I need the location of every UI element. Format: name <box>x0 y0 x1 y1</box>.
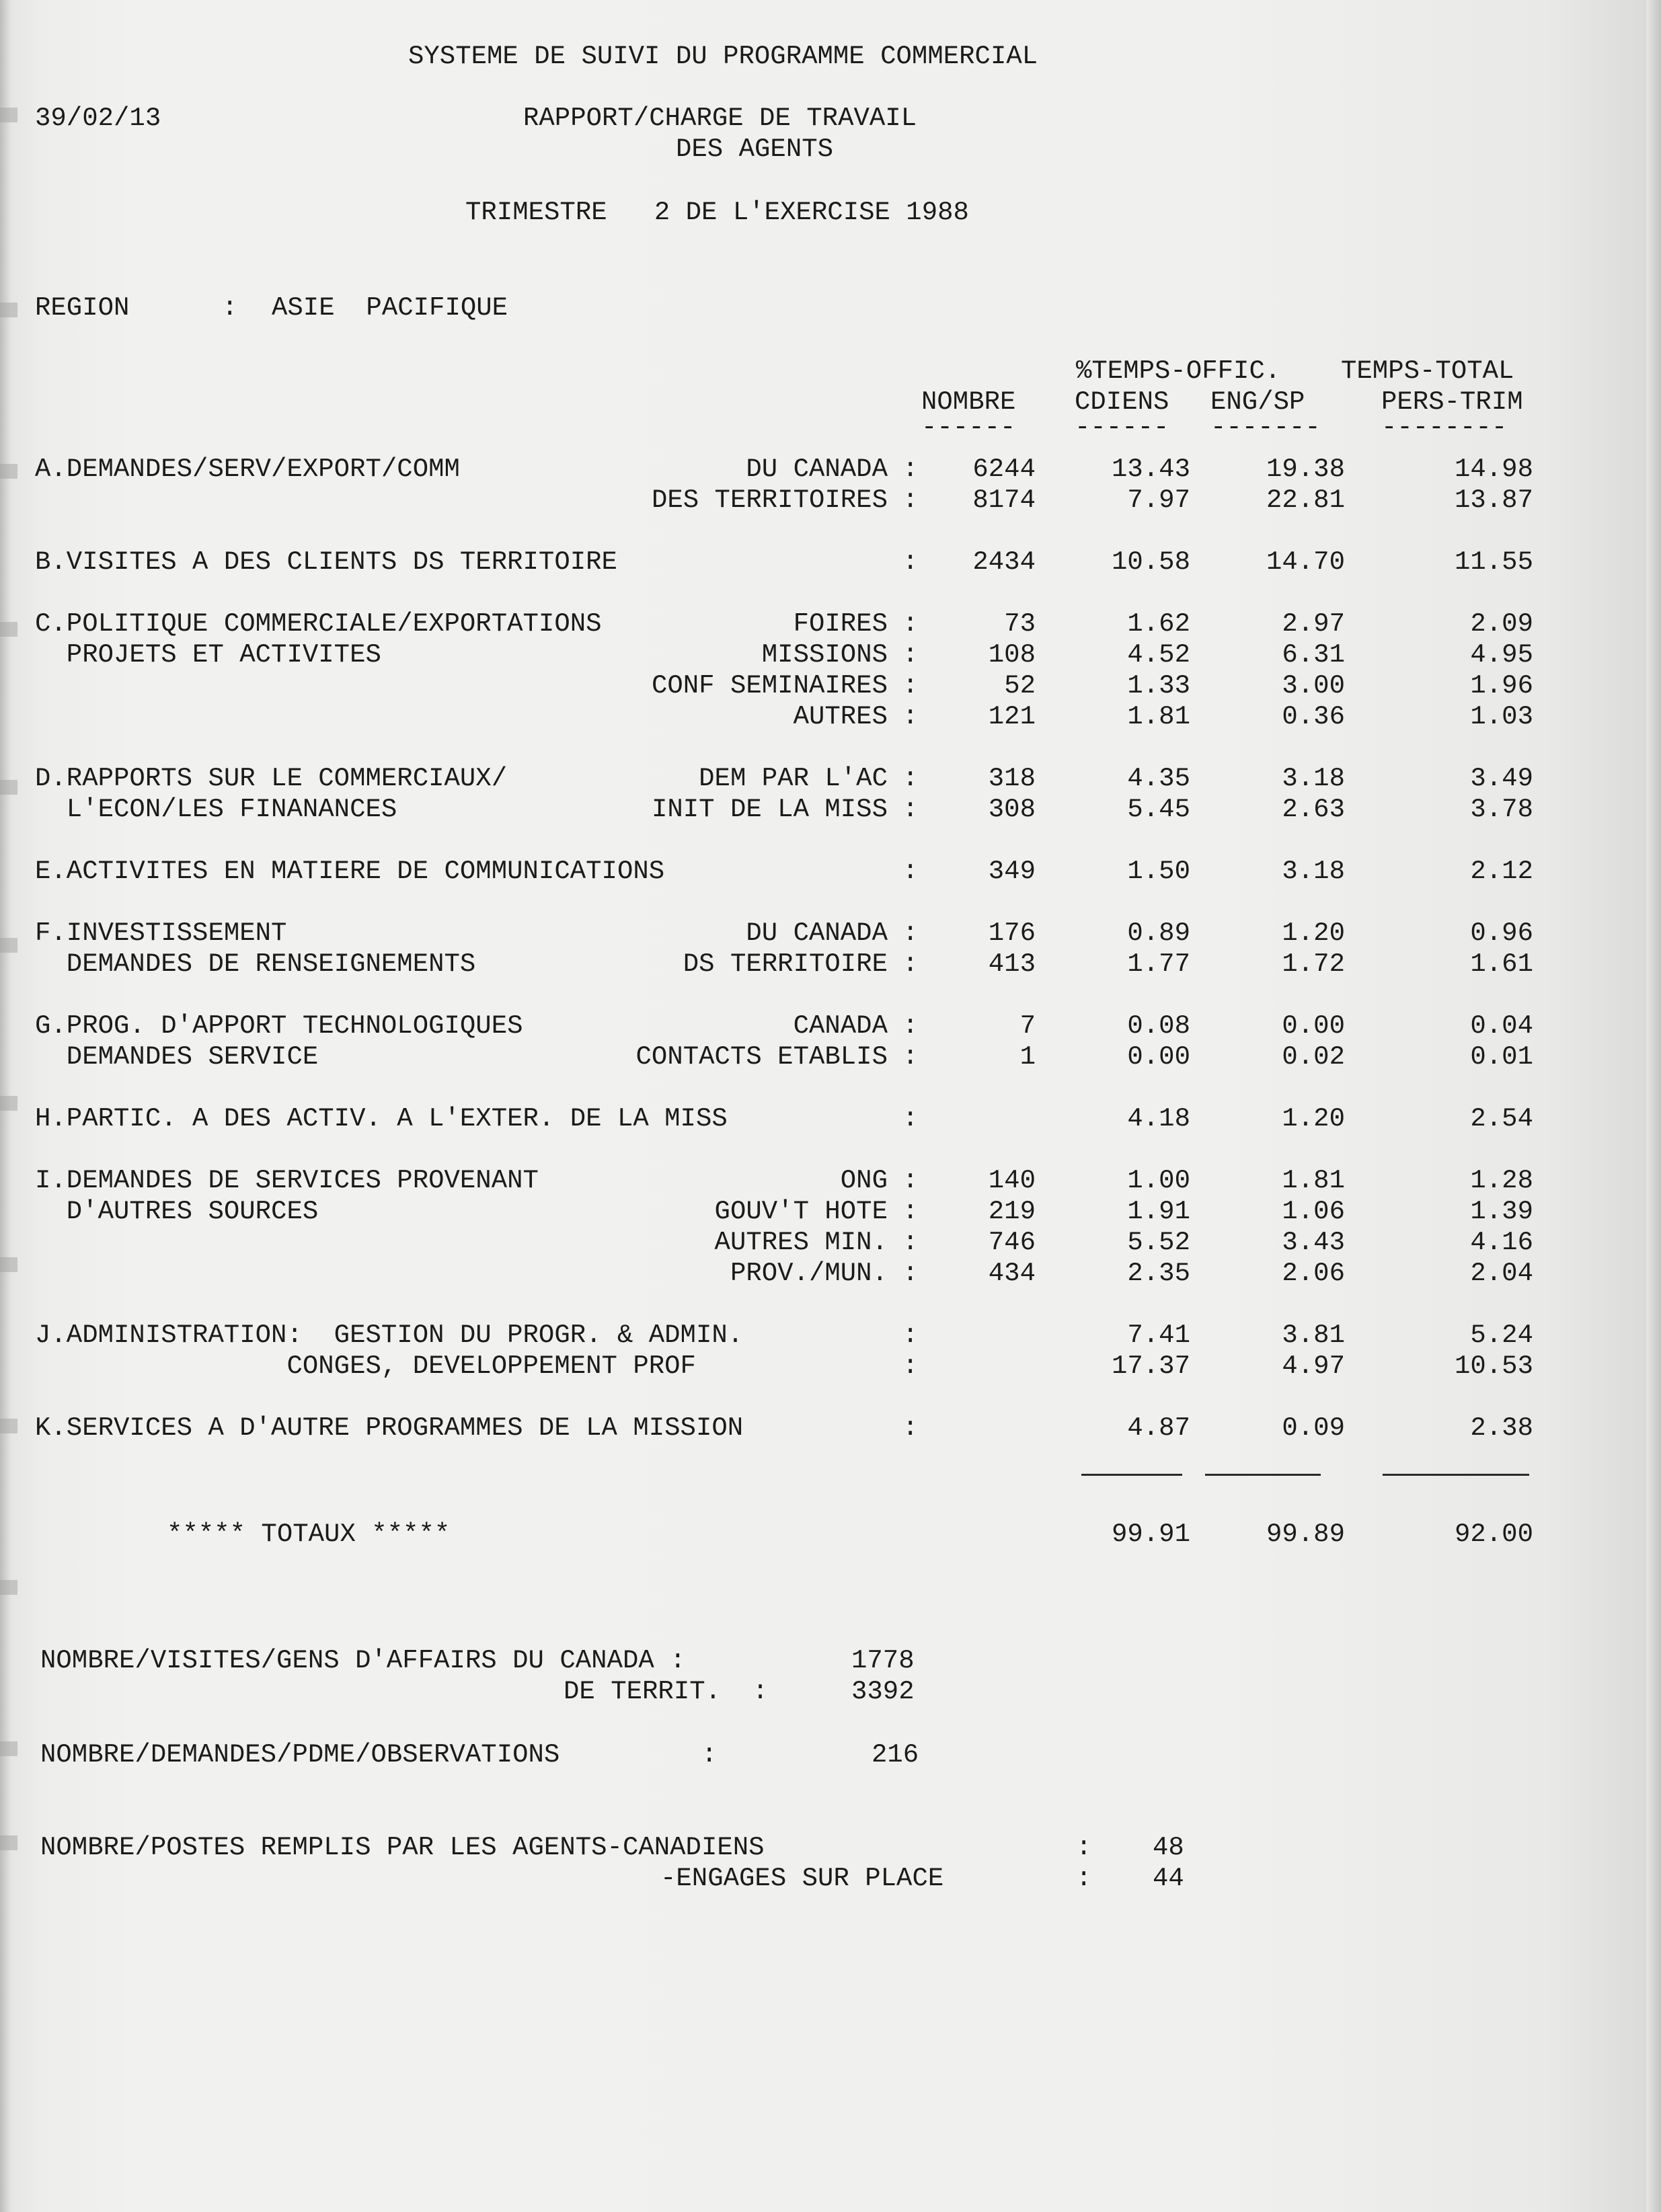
row-nombre: 308 <box>988 795 1036 824</box>
region-colon: : <box>222 293 238 323</box>
row-colon: : <box>902 671 919 701</box>
footer-visits-label: NOMBRE/VISITES/GENS D'AFFAIRS DU CANADA : <box>40 1646 686 1675</box>
row-colon: : <box>902 485 919 515</box>
row-colon: : <box>902 949 919 979</box>
row-subcategory: AUTRES <box>793 702 888 732</box>
column-header-nombre: NOMBRE <box>921 387 1016 417</box>
row-nombre: 746 <box>988 1228 1036 1257</box>
row-nombre: 176 <box>988 918 1036 948</box>
row-nombre: 7 <box>1019 1011 1036 1041</box>
row-category: J.ADMINISTRATION: GESTION DU PROGR. & ADMIN. <box>35 1320 744 1350</box>
row-engsp: 1.06 <box>1282 1197 1345 1226</box>
row-colon: : <box>902 1011 919 1041</box>
footer-postes-colon: : <box>1076 1833 1092 1862</box>
row-cdiens: 7.41 <box>1127 1320 1190 1350</box>
column-rule-perstrim: -------- <box>1381 413 1508 442</box>
footer-engages-value: 44 <box>1153 1864 1184 1893</box>
row-nombre: 413 <box>988 949 1036 979</box>
row-engsp: 1.81 <box>1282 1166 1345 1195</box>
margin-tick <box>0 1741 17 1756</box>
row-total: 4.95 <box>1470 640 1533 670</box>
row-engsp: 0.36 <box>1282 702 1345 732</box>
row-category: H.PARTIC. A DES ACTIV. A L'EXTER. DE LA MISS <box>35 1104 728 1134</box>
row-total: 0.01 <box>1470 1042 1533 1072</box>
column-group-temps-total: TEMPS-TOTAL <box>1341 356 1514 386</box>
row-engsp: 3.18 <box>1282 857 1345 886</box>
row-colon: : <box>902 609 919 639</box>
row-subcategory: DES TERRITOIRES <box>651 485 888 515</box>
row-engsp: 3.18 <box>1282 764 1345 793</box>
row-total: 0.04 <box>1470 1011 1533 1041</box>
row-engsp: 14.70 <box>1266 547 1345 577</box>
row-cdiens: 1.91 <box>1127 1197 1190 1226</box>
column-header-engsp: ENG/SP <box>1210 387 1305 417</box>
report-period: TRIMESTRE 2 DE L'EXERCISE 1988 <box>465 198 969 227</box>
footer-territ-label: DE TERRIT. : <box>564 1677 769 1706</box>
row-cdiens: 4.35 <box>1127 764 1190 793</box>
row-category: B.VISITES A DES CLIENTS DS TERRITOIRE <box>35 547 617 577</box>
row-total: 11.55 <box>1454 547 1533 577</box>
row-colon: : <box>902 1351 919 1381</box>
row-cdiens: 4.52 <box>1127 640 1190 670</box>
footer-engages-colon: : <box>1076 1864 1092 1893</box>
row-total: 3.49 <box>1470 764 1533 793</box>
row-engsp: 6.31 <box>1282 640 1345 670</box>
row-cdiens: 7.97 <box>1127 485 1190 515</box>
row-engsp: 4.97 <box>1282 1351 1345 1381</box>
row-nombre: 219 <box>988 1197 1036 1226</box>
row-colon: : <box>902 1320 919 1350</box>
row-engsp: 0.09 <box>1282 1413 1345 1443</box>
row-category: G.PROG. D'APPORT TECHNOLOGIQUES <box>35 1011 523 1041</box>
footer-postes-value: 48 <box>1153 1833 1184 1862</box>
row-total: 2.09 <box>1470 609 1533 639</box>
row-colon: : <box>902 857 919 886</box>
row-cdiens: 2.35 <box>1127 1259 1190 1288</box>
margin-tick <box>0 1419 17 1433</box>
margin-tick <box>0 303 17 317</box>
margin-tick <box>0 622 17 637</box>
margin-tick <box>0 1580 17 1595</box>
column-rule-engsp: ------- <box>1210 413 1321 442</box>
page-right-edge <box>1646 0 1661 2212</box>
row-subcategory: AUTRES MIN. <box>714 1228 888 1257</box>
row-cdiens: 4.18 <box>1127 1104 1190 1134</box>
row-total: 1.39 <box>1470 1197 1533 1226</box>
row-nombre: 349 <box>988 857 1036 886</box>
row-nombre: 318 <box>988 764 1036 793</box>
margin-tick <box>0 780 17 795</box>
row-colon: : <box>902 918 919 948</box>
row-cdiens: 1.00 <box>1127 1166 1190 1195</box>
row-nombre: 73 <box>1004 609 1036 639</box>
row-colon: : <box>902 1166 919 1195</box>
row-colon: : <box>902 1413 919 1443</box>
row-total: 1.28 <box>1470 1166 1533 1195</box>
row-subcategory: CONTACTS ETABLIS <box>635 1042 888 1072</box>
row-engsp: 2.63 <box>1282 795 1345 824</box>
row-colon: : <box>902 702 919 732</box>
row-engsp: 1.20 <box>1282 1104 1345 1134</box>
row-subcategory: CANADA <box>793 1011 888 1041</box>
row-cdiens: 17.37 <box>1111 1351 1190 1381</box>
column-header-perstrim: PERS-TRIM <box>1381 387 1523 417</box>
footer-engages-label: -ENGAGES SUR PLACE <box>660 1864 944 1893</box>
region-value: ASIE PACIFIQUE <box>272 293 508 323</box>
row-colon: : <box>902 1042 919 1072</box>
row-category: K.SERVICES A D'AUTRE PROGRAMMES DE LA MISSION <box>35 1413 744 1443</box>
row-subcategory: GOUV'T HOTE <box>714 1197 888 1226</box>
column-rule-cdiens: ------ <box>1075 413 1169 442</box>
row-subcategory: MISSIONS <box>761 640 888 670</box>
report-date: 39/02/13 <box>35 104 161 133</box>
row-category: DEMANDES DE RENSEIGNEMENTS <box>35 949 476 979</box>
row-nombre: 52 <box>1004 671 1036 701</box>
row-total: 13.87 <box>1454 485 1533 515</box>
footer-postes-label: NOMBRE/POSTES REMPLIS PAR LES AGENTS-CANADIENS <box>40 1833 765 1862</box>
row-total: 2.54 <box>1470 1104 1533 1134</box>
row-subcategory: CONF SEMINAIRES <box>651 671 888 701</box>
row-engsp: 2.06 <box>1282 1259 1345 1288</box>
row-total: 2.38 <box>1470 1413 1533 1443</box>
row-cdiens: 1.33 <box>1127 671 1190 701</box>
row-colon: : <box>902 795 919 824</box>
row-total: 2.04 <box>1470 1259 1533 1288</box>
totals-engsp: 99.89 <box>1266 1519 1345 1549</box>
row-cdiens: 1.77 <box>1127 949 1190 979</box>
row-category: F.INVESTISSEMENT <box>35 918 287 948</box>
row-total: 5.24 <box>1470 1320 1533 1350</box>
row-cdiens: 5.45 <box>1127 795 1190 824</box>
row-subcategory: PROV./MUN. <box>730 1259 888 1288</box>
row-subcategory: ONG <box>840 1166 888 1195</box>
totals-cdiens: 99.91 <box>1111 1519 1190 1549</box>
row-total: 2.12 <box>1470 857 1533 886</box>
column-rule-nombre: ------ <box>921 413 1016 442</box>
row-engsp: 3.00 <box>1282 671 1345 701</box>
margin-tick <box>0 464 17 479</box>
row-colon: : <box>902 547 919 577</box>
footer-territ-value: 3392 <box>851 1677 915 1706</box>
margin-tick <box>0 938 17 953</box>
row-subcategory: DEM PAR L'AC <box>699 764 888 793</box>
row-category: I.DEMANDES DE SERVICES PROVENANT <box>35 1166 539 1195</box>
row-subcategory: DU CANADA <box>746 918 888 948</box>
region-label: REGION <box>35 293 130 323</box>
row-category: PROJETS ET ACTIVITES <box>35 640 381 670</box>
row-nombre: 140 <box>988 1166 1036 1195</box>
row-engsp: 0.02 <box>1282 1042 1345 1072</box>
row-engsp: 3.81 <box>1282 1320 1345 1350</box>
report-system-title: SYSTEME DE SUIVI DU PROGRAMME COMMERCIAL <box>408 42 1038 71</box>
row-category: C.POLITIQUE COMMERCIALE/EXPORTATIONS <box>35 609 602 639</box>
row-subcategory: DS TERRITOIRE <box>683 949 888 979</box>
row-cdiens: 1.62 <box>1127 609 1190 639</box>
row-colon: : <box>902 764 919 793</box>
row-cdiens: 4.87 <box>1127 1413 1190 1443</box>
row-colon: : <box>902 455 919 484</box>
totals-rule-total <box>1383 1474 1529 1476</box>
footer-demandes-value: 216 <box>872 1740 919 1770</box>
row-engsp: 0.00 <box>1282 1011 1345 1041</box>
row-engsp: 1.20 <box>1282 918 1345 948</box>
row-category: CONGES, DEVELOPPEMENT PROF <box>35 1351 696 1381</box>
row-engsp: 19.38 <box>1266 455 1345 484</box>
row-total: 1.96 <box>1470 671 1533 701</box>
totals-label: ***** TOTAUX ***** <box>167 1519 451 1549</box>
footer-demandes-label: NOMBRE/DEMANDES/PDME/OBSERVATIONS : <box>40 1740 718 1770</box>
totals-rule-engsp <box>1205 1474 1321 1476</box>
row-engsp: 3.43 <box>1282 1228 1345 1257</box>
row-total: 4.16 <box>1470 1228 1533 1257</box>
row-total: 10.53 <box>1454 1351 1533 1381</box>
row-nombre: 1 <box>1019 1042 1036 1072</box>
row-total: 14.98 <box>1454 455 1533 484</box>
row-cdiens: 0.89 <box>1127 918 1190 948</box>
row-category: E.ACTIVITES EN MATIERE DE COMMUNICATIONS <box>35 857 665 886</box>
row-engsp: 2.97 <box>1282 609 1345 639</box>
row-nombre: 6244 <box>972 455 1036 484</box>
row-colon: : <box>902 640 919 670</box>
row-engsp: 1.72 <box>1282 949 1345 979</box>
row-total: 0.96 <box>1470 918 1533 948</box>
row-category: DEMANDES SERVICE <box>35 1042 319 1072</box>
row-cdiens: 1.81 <box>1127 702 1190 732</box>
column-header-cdiens: CDIENS <box>1075 387 1169 417</box>
row-cdiens: 0.00 <box>1127 1042 1190 1072</box>
row-cdiens: 10.58 <box>1111 547 1190 577</box>
row-cdiens: 1.50 <box>1127 857 1190 886</box>
row-colon: : <box>902 1104 919 1134</box>
margin-tick <box>0 1835 17 1850</box>
row-cdiens: 5.52 <box>1127 1228 1190 1257</box>
margin-tick <box>0 1257 17 1272</box>
row-nombre: 434 <box>988 1259 1036 1288</box>
row-colon: : <box>902 1259 919 1288</box>
row-nombre: 8174 <box>972 485 1036 515</box>
row-category: A.DEMANDES/SERV/EXPORT/COMM <box>35 455 460 484</box>
row-subcategory: DU CANADA <box>746 455 888 484</box>
totals-total: 92.00 <box>1454 1519 1533 1549</box>
row-cdiens: 13.43 <box>1111 455 1190 484</box>
totals-rule-cdiens <box>1081 1474 1182 1476</box>
column-group-temps-offic: %TEMPS-OFFIC. <box>1076 356 1281 386</box>
row-subcategory: FOIRES <box>793 609 888 639</box>
row-category: D.RAPPORTS SUR LE COMMERCIAUX/ <box>35 764 508 793</box>
footer-visits-value: 1778 <box>851 1646 915 1675</box>
row-total: 1.03 <box>1470 702 1533 732</box>
row-colon: : <box>902 1197 919 1226</box>
row-nombre: 121 <box>988 702 1036 732</box>
row-category: L'ECON/LES FINANANCES <box>35 795 397 824</box>
row-total: 3.78 <box>1470 795 1533 824</box>
row-subcategory: INIT DE LA MISS <box>651 795 888 824</box>
report-title-line2: DES AGENTS <box>676 134 834 164</box>
row-colon: : <box>902 1228 919 1257</box>
margin-tick <box>0 1096 17 1111</box>
report-title-line1: RAPPORT/CHARGE DE TRAVAIL <box>523 104 917 133</box>
margin-tick <box>0 108 17 122</box>
row-cdiens: 0.08 <box>1127 1011 1190 1041</box>
row-nombre: 2434 <box>972 547 1036 577</box>
row-total: 1.61 <box>1470 949 1533 979</box>
row-nombre: 108 <box>988 640 1036 670</box>
row-engsp: 22.81 <box>1266 485 1345 515</box>
row-category: D'AUTRES SOURCES <box>35 1197 319 1226</box>
